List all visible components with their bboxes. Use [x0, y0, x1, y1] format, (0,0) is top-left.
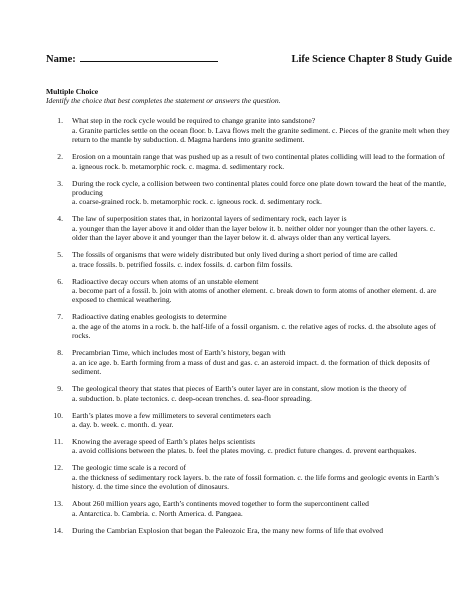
question-item [46, 526, 452, 535]
question-number: 6. [57, 276, 63, 286]
question-item [46, 411, 452, 430]
question-stem: Earth’s plates move a few millimeters to several centimeters each [72, 410, 271, 420]
question-stem: The geologic time scale is a record of [72, 463, 187, 473]
question-body [72, 179, 452, 207]
question-stem: Radioactive decay occurs when atoms of an unstable element [72, 276, 259, 286]
section-instructions: Identify the choice that best completes the statement or answers the question. [46, 96, 281, 105]
question-choices: a. Antarctica. b. Cambria. c. North America. d. Pangaea. [72, 508, 243, 518]
question-choices: a. day. b. week. c. month. d. year. [72, 419, 174, 429]
question-item [46, 214, 452, 242]
name-blank-line [80, 52, 218, 62]
question-item [46, 250, 452, 269]
question-item [46, 312, 452, 340]
question-choices: a. igneous rock. b. metamorphic rock. c. magma. d. sedimentary rock. [72, 161, 285, 171]
question-stem: Precambrian Time, which includes most of Earth’s history, began with [72, 348, 286, 358]
question-number: 3. [57, 178, 63, 188]
question-stem: During the rock cycle, a collision between two continental plates could force one plate down toward the heat of the mantle, producing [72, 178, 447, 198]
question-choices: a. become part of a fossil. b. join with atoms of another element. c. break down to form atoms of another element. d. are exposed to chemical weathering. [72, 286, 437, 305]
question-choices: a. Granite particles settle on the ocean floor. b. Lava flows melt the granite sediment. c. Pieces of the granite melt when they return to the mantle by subduction. d. Magma hardens into granite sediment. [72, 125, 450, 145]
name-field [46, 52, 218, 66]
question-stem: The law of superposition states that, in horizontal layers of sedimentary rock, each layer is [72, 214, 347, 224]
question-choices: a. the thickness of sedimentary rock layers. b. the rate of fossil formation. c. the life forms and geologic events in Earth’s history. d. the time since the evolution of dinosaurs. [72, 472, 439, 492]
question-number: 14. [53, 525, 63, 535]
question-number: 11. [53, 436, 63, 446]
question-choices: a. avoid collisions between the plates. b. feel the plates moving. c. predict future changes. d. prevent earthquakes. [72, 446, 417, 456]
question-body [72, 463, 452, 491]
question-body [72, 437, 452, 456]
name-label: Name: [46, 54, 76, 65]
question-choices: a. an ice age. b. Earth forming from a mass of dust and gas. c. an asteroid impact. d. the formation of thick deposits of sediment. [72, 357, 430, 377]
question-item [46, 437, 452, 456]
question-number: 4. [57, 214, 63, 224]
question-choices: a. the age of the atoms in a rock. b. the half-life of a fossil organism. c. the relative ages of rocks. d. the absolute ages of rocks. [72, 321, 437, 341]
question-body [72, 348, 452, 376]
question-item [46, 277, 452, 305]
question-choices: a. trace fossils. b. petrified fossils. c. index fossils. d. carbon film fossils. [72, 259, 293, 269]
question-stem: Knowing the average speed of Earth’s plates helps scientists [72, 436, 256, 446]
question-number: 7. [57, 312, 63, 322]
question-item [46, 348, 452, 376]
question-number: 5. [57, 250, 63, 260]
question-body [72, 152, 452, 171]
question-body [72, 116, 452, 144]
question-stem: Erosion on a mountain range that was pushed up as a result of two continental plates colliding will lead to the formation of [72, 152, 445, 162]
question-list [46, 116, 452, 535]
question-number: 12. [53, 463, 63, 473]
question-choices: a. coarse-grained rock. b. metamorphic rock. c. igneous rock. d. sedimentary rock. [72, 197, 322, 207]
question-number: 1. [57, 116, 63, 126]
question-stem: What step in the rock cycle would be required to change granite into sandstone? [72, 116, 316, 126]
question-body [72, 277, 452, 305]
question-body [72, 250, 452, 269]
question-item [46, 179, 452, 207]
question-number: 10. [53, 410, 63, 420]
question-stem: The geological theory that states that pieces of Earth’s outer layer are in constant, slow motion is the theory of [72, 384, 407, 394]
question-stem: About 260 million years ago, Earth’s continents moved together to form the supercontinent called [72, 499, 369, 509]
question-body [72, 312, 452, 340]
question-item [46, 463, 452, 491]
question-number: 2. [57, 152, 63, 162]
page-title: Life Science Chapter 8 Study Guide [291, 54, 452, 65]
question-item [46, 152, 452, 171]
question-choices: a. younger than the layer above it and older than the layer below it. b. neither older nor younger than the other layers. c. older than the layer above it and younger than the layer below it. d. always older than any vertical layers. [72, 223, 436, 243]
question-body [72, 499, 452, 518]
question-body [72, 214, 452, 242]
page-header [46, 52, 452, 66]
question-number: 13. [53, 499, 63, 509]
question-item [46, 116, 452, 144]
question-number: 9. [57, 384, 63, 394]
question-item [46, 499, 452, 518]
question-number: 8. [57, 348, 63, 358]
question-stem: During the Cambrian Explosion that began the Paleozoic Era, the many new forms of life that evolved [72, 525, 384, 535]
question-body [72, 526, 452, 535]
question-stem: The fossils of organisms that were widely distributed but only lived during a short period of time are called [72, 250, 398, 260]
section-title: Multiple Choice [46, 87, 99, 96]
question-stem: Radioactive dating enables geologists to determine [72, 312, 227, 322]
question-body [72, 411, 452, 430]
question-item [46, 384, 452, 403]
question-choices: a. subduction. b. plate tectonics. c. deep-ocean trenches. d. sea-floor spreading. [72, 393, 312, 403]
question-body [72, 384, 452, 403]
